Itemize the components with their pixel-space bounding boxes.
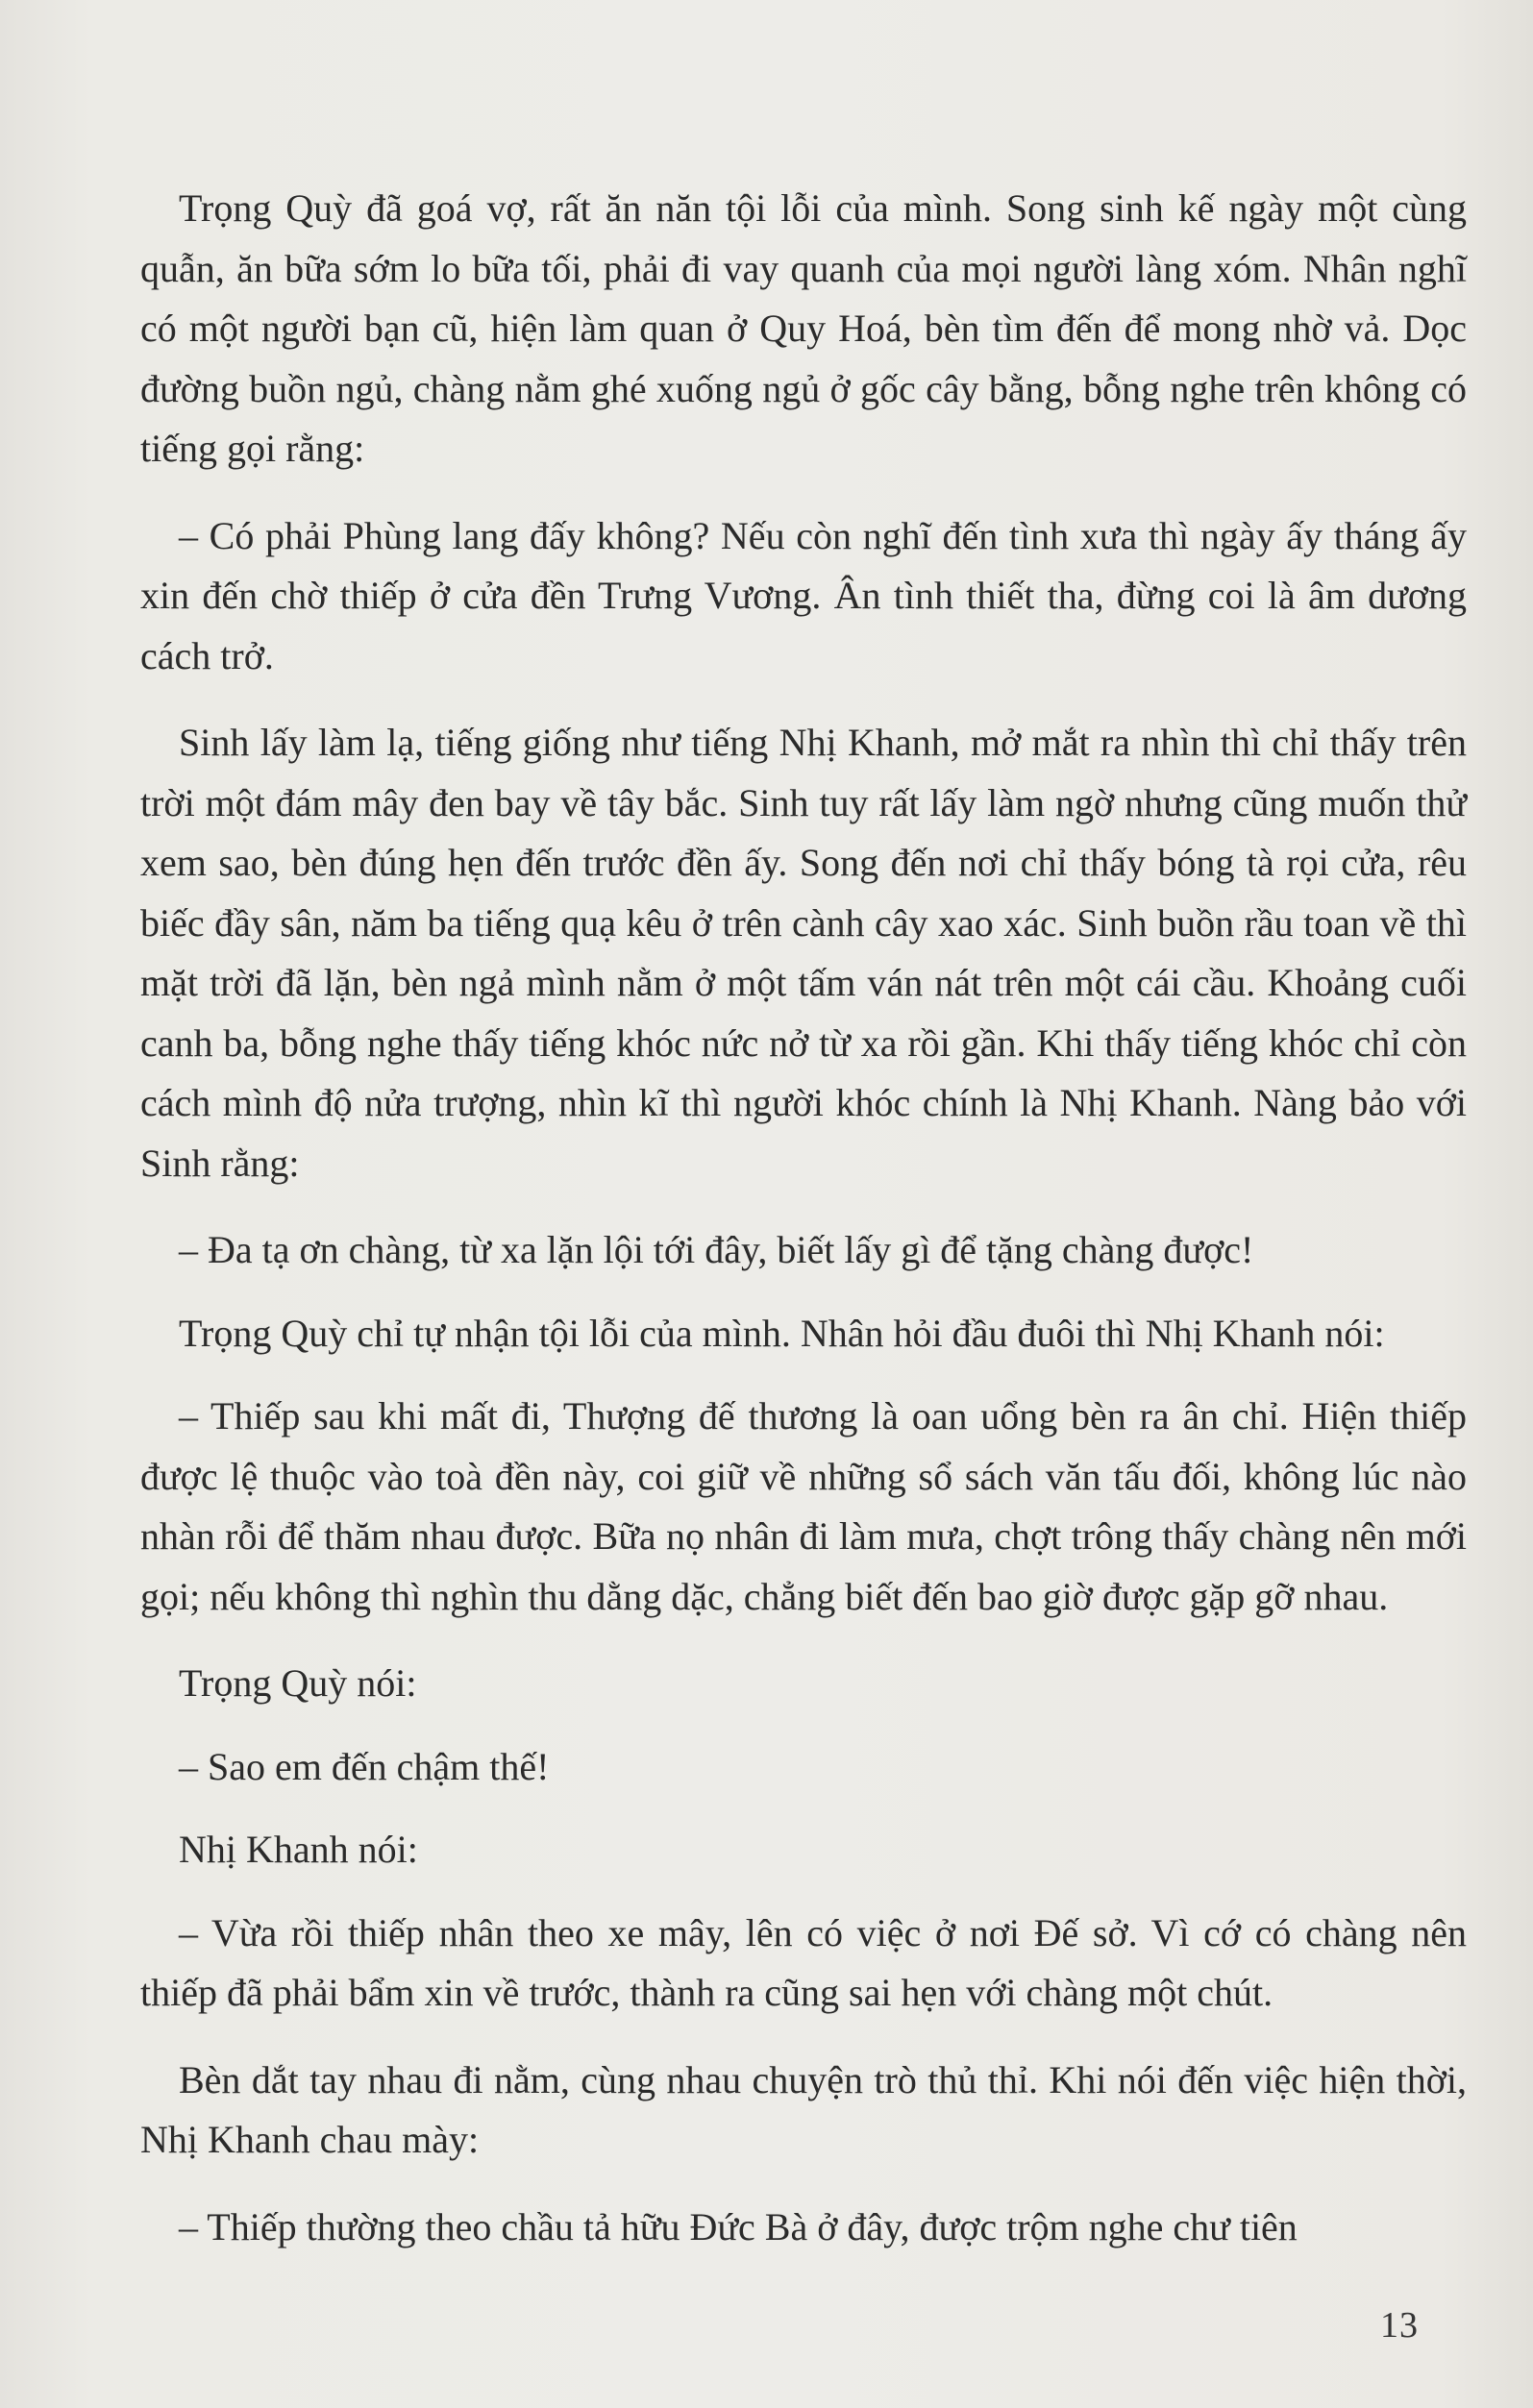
paragraph-1: Trọng Quỳ đã goá vợ, rất ăn năn tội lỗi của mình. Song sinh kế ngày một cùng quẫn, ăn bữa sớm lo bữa tối, phải đi vay quanh của mọi người làng xóm. Nhân nghĩ có một người bạn cũ, hiện làm quan ở Quy Hoá, bèn tìm đến để mong nhờ vả. Dọc đường buồn ngủ, chàng nằm ghé xuống ngủ ở gốc cây bằng, bỗng nghe trên không có tiếng gọi rằng: [140,186,1467,470]
paragraph-10: – Vừa rồi thiếp nhân theo xe mây, lên có việc ở nơi Đế sở. Vì cớ có chàng nên thiếp đã phải bẩm xin về trước, thành ra cũng sai hẹn với chàng một chút. [140,1910,1467,2014]
page-number: 13 [1380,2305,1419,2346]
paragraph-5: Trọng Quỳ chỉ tự nhận tội lỗi của mình. Nhân hỏi đầu đuôi thì Nhị Khanh nói: [179,1311,1385,1355]
paragraph-8: – Sao em đến chậm thế! [179,1744,550,1788]
paragraph-12: – Thiếp thường theo chầu tả hữu Đức Bà ở đây, được trộm nghe chư tiên [179,2204,1298,2248]
paragraph-4: – Đa tạ ơn chàng, từ xa lặn lội tới đây, biết lấy gì để tặng chàng được! [179,1228,1254,1271]
body-text [140,179,1467,2284]
paragraph-6: – Thiếp sau khi mất đi, Thượng đế thương là oan uổng bèn ra ân chỉ. Hiện thiếp được lệ thuộc vào toà đền này, coi giữ về những sổ sách văn tấu đối, không lúc nào nhàn rỗi để thăm nhau được. Bữa nọ nhân đi làm mưa, chợt trông thấy chàng nên mới gọi; nếu không thì nghìn thu dằng dặc, chẳng biết đến bao giờ được gặp gỡ nhau. [140,1394,1467,1618]
paragraph-9: Nhị Khanh nói: [179,1828,418,1871]
paragraph-7: Trọng Quỳ nói: [179,1661,417,1705]
paragraph-2: – Có phải Phùng lang đấy không? Nếu còn nghĩ đến tình xưa thì ngày ấy tháng ấy xin đến chờ thiếp ở cửa đền Trưng Vương. Ân tình thiết tha, đừng coi là âm dương cách trở. [140,513,1467,677]
paragraph-3: Sinh lấy làm lạ, tiếng giống như tiếng Nhị Khanh, mở mắt ra nhìn thì chỉ thấy trên trời một đám mây đen bay về tây bắc. Sinh tuy rất lấy làm ngờ nhưng cũng muốn thử xem sao, bèn đúng hẹn đến trước đền ấy. Song đến nơi chỉ thấy bóng tà rọi cửa, rêu biếc đầy sân, năm ba tiếng quạ kêu ở trên cành cây xao xác. Sinh buồn rầu toan về thì mặt trời đã lặn, bèn ngả mình nằm ở một tấm ván nát trên một cái cầu. Khoảng cuối canh ba, bỗng nghe thấy tiếng khóc nức nở từ xa rồi gần. Khi thấy tiếng khóc chỉ còn cách mình độ nửa trượng, nhìn kĩ thì người khóc chính là Nhị Khanh. Nàng bảo với Sinh rằng: [140,721,1467,1185]
paragraph-11: Bèn dắt tay nhau đi nằm, cùng nhau chuyện trò thủ thỉ. Khi nói đến việc hiện thời, Nhị Khanh chau mày: [140,2057,1467,2161]
